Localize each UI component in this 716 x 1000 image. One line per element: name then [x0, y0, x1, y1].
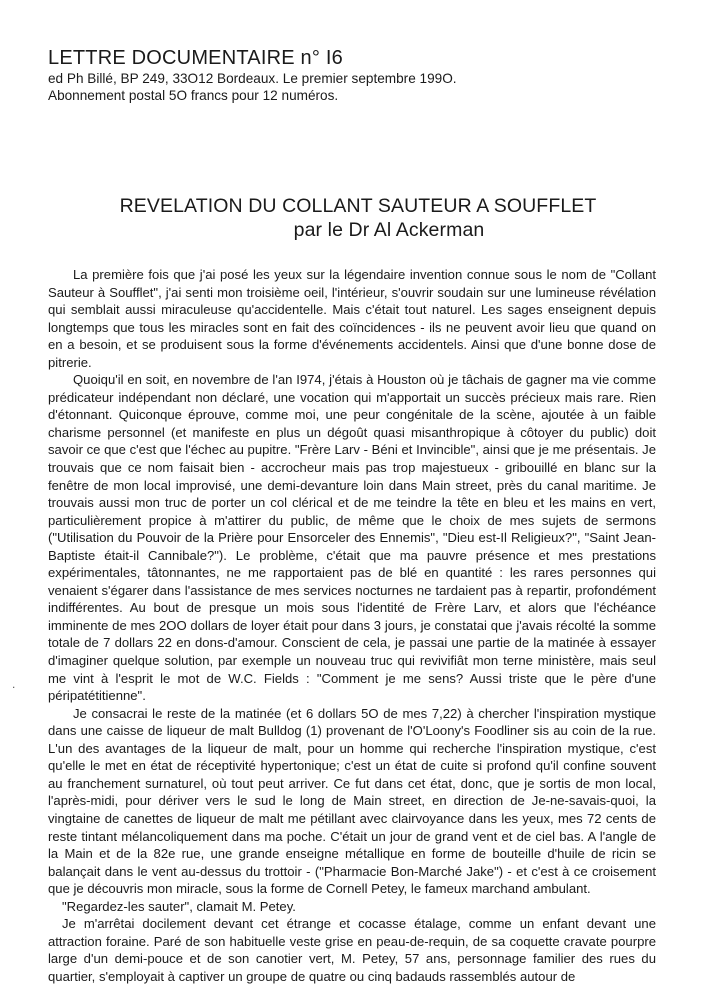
paragraph: "Regardez-les sauter", clamait M. Petey.: [62, 898, 296, 914]
margin-mark: .: [12, 677, 16, 691]
subscription-line: Abonnement postal 5O francs pour 12 numéros.: [48, 88, 339, 103]
article-heading: [0, 194, 716, 242]
article-body: [48, 266, 656, 985]
newsletter-title: LETTRE DOCUMENTAIRE n° I6: [48, 47, 343, 69]
paragraph: Je consacrai le reste de la matinée (et 6 dollars 5O de mes 7,22) à chercher l'inspiration mystique dans une caisse de liqueur de malt Bulldog (1) provenant de l'O'Loony's Foodliner sis au coin de la rue. L'un des avantages de la liqueur de malt, pour un homme qui recherche l'inspiration mystique, c'est qu'elle le met en état de réceptivité hypertonique; c'est un état de cuite si profond qu'il confine souvent au franchement surnaturel, où tout peut arriver. Ce fut dans cet état, donc, que je sortis de mon local, l'après-midi, pour dériver vers le sud le long de Main street, en direction de Je-ne-savais-quoi, la vingtaine de canettes de liqueur de malt me pétillant avec clairvoyance dans les yeux, mes 72 cents de reste tintant mélancoliquement dans ma poche. C'était un jour de grand vent et de ciel bas. A l'angle de la Main et de la 82e rue, une grande enseigne métallique en forme de bouteille d'huile de ricin se balançait dans le vent au-dessus du trottoir - ("Pharmacie Bon-Marché Jake") - et c'est à ce croisement que je découvris mon miracle, sous la forme de Cornell Petey, le fameux marchand ambulant.: [48, 705, 656, 897]
masthead: [48, 46, 668, 104]
paragraph: Je m'arrêtai docilement devant cet étrange et cocasse étalage, comme un enfant devant une attraction foraine. Paré de son habituelle veste grise en peau-de-requin, de sa coquette cravate pourpre large d'un demi-pouce et de son canotier vert, M. Petey, 57 ans, personnage familier des rues du quartier, s'employait à captiver un groupe de quatre ou cinq badauds rassemblés autour de: [48, 916, 656, 984]
article-title: REVELATION DU COLLANT SAUTEUR A SOUFFLET: [119, 195, 597, 217]
article-byline: par le Dr Al Ackerman: [293, 219, 485, 241]
publisher-line: ed Ph Billé, BP 249, 33O12 Bordeaux. Le premier septembre 199O.: [48, 71, 457, 86]
paragraph: Quoiqu'il en soit, en novembre de l'an I974, j'étais à Houston où je tâchais de gagner ma vie comme prédicateur indépendant non déclaré, une vocation qui m'apportait un succès précieux mais rare. Rien d'étonnant. Quiconque éprouve, comme moi, une peur congénitale de la scène, ajoutée à un faible charisme personnel (et manifeste en plus un dégoût quasi misanthropique à côtoyer du public) doit savoir ce que c'est que l'échec au pupitre. "Frère Larv - Béni et Invincible", ainsi que je me présentais. Je trouvais que ce nom faisait bien - accrocheur mais pas trop majestueux - gribouillé en blanc sur la fenêtre de mon local improvisé, une demi-devanture loin dans Main street, près du canal maritime. Je trouvais aussi mon truc de porter un col clérical et de me teindre la tête en bleu et les mains en vert, particulièrement propice à m'attirer du public, de même que le choix de mes sujets de sermons ("Utilisation du Pouvoir de la Prière pour Ensorceler des Ennemis", "Dieu est-Il Religieux?", "Saint Jean-Baptiste était-il Cannibale?"). Le problème, c'était que ma pauvre présence et mes prestations expérimentales, tâtonnantes, ne me rapportaient pas de blé en quantité : les rares personnes qui venaient s'égarer dans l'assistance de mes services nocturnes ne tardaient pas à repartir, profondément indifférentes. Au bout de presque un mois sous l'identité de Frère Larv, et alors que l'échéance imminente de mes 2OO dollars de loyer était pour dans 3 jours, je constatai que j'avais récolté la somme totale de 7 dollars 22 en dons-d'amour. Conscient de cela, je passai une partie de la matinée à essayer d'imaginer quelque solution, par exemple un nouveau truc qui revivifiât mon terne ministère, mais seul me vint à l'esprit le mot de W.C. Fields : "Comment je me sens? Aussi triste que le père d'une péripatétitienne".: [48, 372, 656, 704]
paragraph: La première fois que j'ai posé les yeux sur la légendaire invention connue sous le nom de "Collant Sauteur à Soufflet", j'ai senti mon troisième oeil, l'intérieur, s'ouvrir soudain sur une lumineuse révélation qui semblait aussi miraculeuse qu'accidentelle. Mais c'était tout naturel. Les sages enseignent depuis longtemps que tous les miracles sont en fait des coïncidences - ils ne peuvent avoir lieu que quand on en a besoin, et se produisent sous la forme d'événements accidentels. Ainsi que d'une bonne dose de pitrerie.: [48, 267, 656, 370]
